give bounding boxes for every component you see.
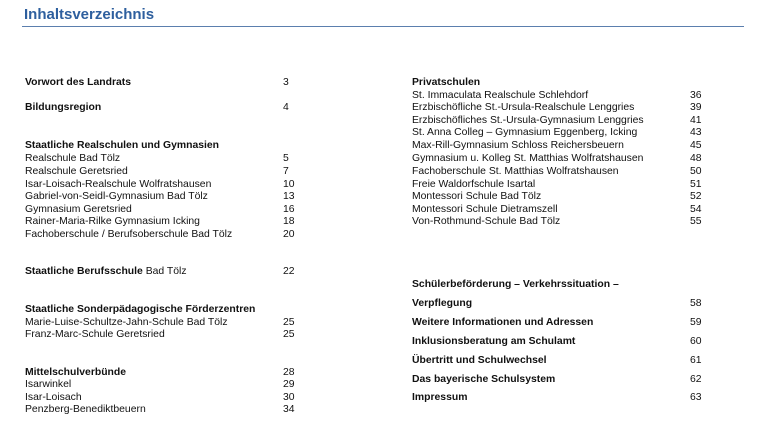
toc-entry[interactable]: [25, 328, 305, 341]
toc-entry-label: Schülerbeförderung – Verkehrssituation –: [412, 279, 619, 290]
toc-entry-label: Montessori Schule Dietramszell: [412, 204, 558, 215]
toc-entry-berufsschule[interactable]: [25, 265, 305, 278]
toc-entry-page: 25: [283, 329, 295, 340]
toc-entry-page: 16: [283, 204, 295, 215]
toc-entry-page: 43: [690, 127, 702, 138]
toc-entry-page: 3: [283, 77, 289, 88]
toc-entry-label: Realschule Bad Tölz: [25, 153, 121, 164]
toc-entry-label: Erzbischöfliches St.-Ursula-Gymnasium Lenggries: [412, 115, 644, 126]
toc-entry[interactable]: [412, 190, 712, 203]
toc-entry-page: 4: [283, 102, 289, 113]
toc-entry-label: Realschule Geretsried: [25, 166, 128, 177]
toc-entry-page: 51: [690, 179, 702, 190]
toc-entry-page: 61: [690, 355, 702, 366]
toc-entry[interactable]: [25, 190, 305, 203]
toc-entry-label-bold: Staatliche Berufsschule: [25, 266, 143, 277]
toc-entry-page: 59: [690, 317, 702, 328]
toc-entry[interactable]: [412, 215, 712, 228]
toc-entry-page: 34: [283, 404, 295, 415]
toc-entry-page: 60: [690, 336, 702, 347]
toc-entry-page: 52: [690, 191, 702, 202]
toc-entry[interactable]: [25, 228, 305, 241]
toc-entry[interactable]: [25, 215, 305, 228]
toc-entry-label: Penzberg-Benediktbeuern: [25, 404, 146, 415]
toc-entry-vorwort[interactable]: [25, 76, 305, 89]
toc-entry-page: 50: [690, 166, 702, 177]
toc-entry-label: Isar-Loisach: [25, 392, 82, 403]
toc-entry-page: 28: [283, 367, 295, 378]
toc-entry-label: Marie-Luise-Schultze-Jahn-Schule Bad Tölz: [25, 317, 228, 328]
toc-entry-page: 41: [690, 115, 702, 126]
toc-entry-label: Das bayerische Schulsystem: [412, 374, 556, 385]
toc-entry-weitere-informationen[interactable]: [412, 316, 712, 329]
toc-entry[interactable]: [25, 378, 305, 391]
toc-entry-bildungsregion[interactable]: [25, 101, 305, 114]
toc-entry-page: 10: [283, 179, 295, 190]
section-heading-privatschulen: Privatschulen: [412, 77, 481, 88]
toc-entry-label: Max-Rill-Gymnasium Schloss Reichersbeuern: [412, 140, 624, 151]
toc-entry-page: 30: [283, 392, 295, 403]
toc-entry-page: 62: [690, 374, 702, 385]
toc-entry-label: Vorwort des Landrats: [25, 77, 132, 88]
toc-entry-page: 18: [283, 216, 295, 227]
toc-entry-label: Von-Rothmund-Schule Bad Tölz: [412, 216, 561, 227]
toc-entry-label: Inklusionsberatung am Schulamt: [412, 336, 576, 347]
toc-entry-label: Übertritt und Schulwechsel: [412, 355, 547, 366]
toc-entry-label: Franz-Marc-Schule Geretsried: [25, 329, 165, 340]
toc-entry[interactable]: [412, 101, 712, 114]
toc-entry-page: 58: [690, 298, 702, 309]
toc-entry-page: 63: [690, 392, 702, 403]
toc-entry-label: Verpflegung: [412, 298, 473, 309]
toc-entry-page: 48: [690, 153, 702, 164]
toc-entry-label: Gymnasium u. Kolleg St. Matthias Wolfratshausen: [412, 153, 644, 164]
toc-entry[interactable]: [412, 165, 712, 178]
toc-entry[interactable]: [412, 126, 712, 139]
toc-entry-page: 7: [283, 166, 289, 177]
toc-entry-page: 36: [690, 90, 702, 101]
toc-entry-label: Impressum: [412, 392, 468, 403]
toc-entry-label: Fachoberschule St. Matthias Wolfratshausen: [412, 166, 619, 177]
toc-entry-label: Montessori Schule Bad Tölz: [412, 191, 542, 202]
toc-entry-label: Erzbischöfliche St.-Ursula-Realschule Lenggries: [412, 102, 635, 113]
toc-entry-label: Gabriel-von-Seidl-Gymnasium Bad Tölz: [25, 191, 208, 202]
toc-entry-label: [25, 265, 187, 278]
page-title: Inhaltsverzeichnis: [24, 6, 155, 23]
toc-entry-label: Fachoberschule / Berufsoberschule Bad Tölz: [25, 229, 233, 240]
toc-entry-label: Bildungsregion: [25, 102, 102, 113]
toc-entry-page: 29: [283, 379, 295, 390]
toc-entry[interactable]: [25, 403, 305, 416]
toc-entry-verpflegung[interactable]: [412, 297, 712, 310]
section-heading-realschulen: Staatliche Realschulen und Gymnasien: [25, 140, 220, 151]
toc-entry-page: 5: [283, 153, 289, 164]
toc-entry-page: 54: [690, 204, 702, 215]
toc-entry-label: Weitere Informationen und Adressen: [412, 317, 594, 328]
toc-entry-page: 22: [283, 266, 295, 277]
toc-entry-label: Isar-Loisach-Realschule Wolfratshausen: [25, 179, 212, 190]
toc-entry-label: St. Anna Colleg – Gymnasium Eggenberg, Icking: [412, 127, 638, 138]
toc-entry-impressum[interactable]: [412, 391, 712, 404]
toc-entry[interactable]: [25, 152, 305, 165]
toc-entry-label: Freie Waldorfschule Isartal: [412, 179, 536, 190]
toc-entry-schulsystem[interactable]: [412, 373, 712, 386]
toc-entry[interactable]: [412, 139, 712, 152]
toc-entry-schuelerbefoerderung[interactable]: [412, 278, 712, 291]
toc-entry-page: 45: [690, 140, 702, 151]
toc-entry[interactable]: [25, 165, 305, 178]
title-divider: [22, 26, 744, 27]
toc-entry-page: 39: [690, 102, 702, 113]
toc-entry[interactable]: [412, 152, 712, 165]
toc-entry-label: Rainer-Maria-Rilke Gymnasium Icking: [25, 216, 200, 227]
toc-entry-label: Gymnasium Geretsried: [25, 204, 132, 215]
section-heading-foerderzentren: Staatliche Sonderpädagogische Förderzentren: [25, 304, 256, 315]
toc-entry-uebertritt[interactable]: [412, 354, 712, 367]
toc-entry-inklusionsberatung[interactable]: [412, 335, 712, 348]
toc-entry-page: 20: [283, 229, 295, 240]
toc-entry-page: 25: [283, 317, 295, 328]
toc-entry-label: Mittelschulverbünde: [25, 367, 127, 378]
toc-entry-label: Isarwinkel: [25, 379, 72, 390]
toc-entry-label: St. Immaculata Realschule Schlehdorf: [412, 90, 589, 101]
toc-entry-page: 13: [283, 191, 295, 202]
toc-entry-page: 55: [690, 216, 702, 227]
toc-entry-label-rest: Bad Tölz: [142, 266, 187, 277]
